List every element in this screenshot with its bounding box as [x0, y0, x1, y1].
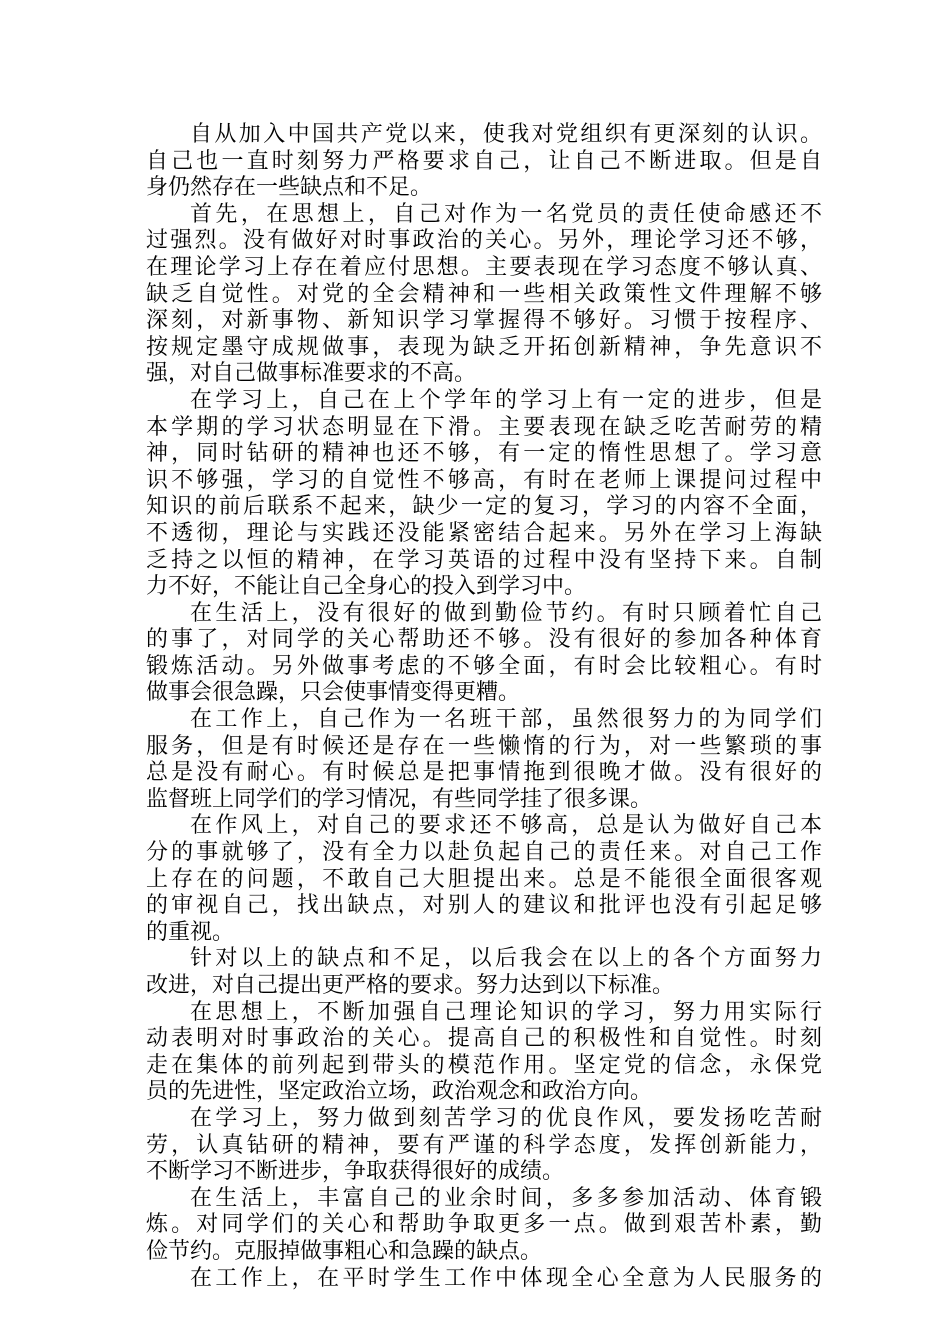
text-line: 劳，认真钻研的精神，要有严谨的科学态度，发挥创新能力， — [146, 1132, 822, 1158]
text-line: 的审视自己，找出缺点，对别人的建议和批评也没有引起足够 — [146, 893, 822, 919]
text-line: 力不好，不能让自己全身心的投入到学习中。 — [146, 574, 587, 600]
text-line: 锻炼活动。另外做事考虑的不够全面，有时会比较粗心。有时 — [146, 653, 822, 679]
text-line: 总是没有耐心。有时候总是把事情拖到很晚才做。没有很好的 — [146, 760, 822, 786]
paragraph-first-line: 在工作上，自己作为一名班干部，虽然很努力的为同学们 — [190, 707, 822, 733]
text-line: 的事了，对同学的关心帮助还不够。没有很好的参加各种体育 — [146, 627, 822, 653]
paragraph-first-line: 在作风上，对自己的要求还不够高，总是认为做好自己本 — [190, 813, 822, 839]
paragraph-first-line: 在思想上，不断加强自己理论知识的学习，努力用实际行 — [190, 999, 822, 1025]
text-line: 分的事就够了，没有全力以赴负起自己的责任来。对自己工作 — [146, 840, 822, 866]
text-line: 不透彻，理论与实践还没能紧密结合起来。另外在学习上海缺 — [146, 520, 822, 546]
text-line: 神，同时钻研的精神也还不够，有一定的惰性思想了。学习意 — [146, 441, 822, 467]
text-line: 不断学习不断进步，争取获得很好的成绩。 — [146, 1159, 565, 1185]
text-line: 按规定墨守成规做事，表现为缺乏开拓创新精神，争先意识不 — [146, 334, 822, 360]
text-line: 炼。对同学们的关心和帮助争取更多一点。做到艰苦朴素，勤 — [146, 1212, 822, 1238]
text-line: 乏持之以恒的精神，在学习英语的过程中没有坚持下来。自制 — [146, 547, 822, 573]
text-line: 深刻，对新事物、新知识学习掌握得不够好。习惯于按程序、 — [146, 308, 822, 334]
text-line: 走在集体的前列起到带头的模范作用。坚定党的信念，永保党 — [146, 1052, 822, 1078]
paragraph-first-line: 针对以上的缺点和不足，以后我会在以上的各个方面努力 — [190, 946, 822, 972]
paragraph-first-line: 在工作上，在平时学生工作中体现全心全意为人民服务的 — [190, 1265, 822, 1291]
text-line: 身仍然存在一些缺点和不足。 — [146, 175, 433, 201]
text-line: 服务，但是有时候还是存在一些懒惰的行为，对一些繁琐的事 — [146, 733, 822, 759]
paragraph-first-line: 在学习上，努力做到刻苦学习的优良作风，要发扬吃苦耐 — [190, 1105, 822, 1131]
text-line: 做事会很急躁，只会使事情变得更糟。 — [146, 680, 521, 706]
text-line: 改进，对自己提出更严格的要求。努力达到以下标准。 — [146, 973, 675, 998]
text-line: 员的先进性，坚定政治立场，政治观念和政治方向。 — [146, 1079, 653, 1105]
document-body — [146, 122, 822, 1292]
paragraph-first-line: 在学习上，自己在上个学年的学习上有一定的进步，但是 — [190, 387, 822, 413]
paragraph-first-line: 自从加入中国共产党以来，使我对党组织有更深刻的认识。 — [190, 122, 822, 147]
text-line: 上存在的问题，不敢自己大胆提出来。总是不能很全面很客观 — [146, 866, 822, 892]
text-line: 自己也一直时刻努力严格要求自己，让自己不断进取。但是自 — [146, 148, 822, 174]
paragraph-first-line: 首先，在思想上，自己对作为一名党员的责任使命感还不 — [190, 201, 822, 227]
paragraph-first-line: 在生活上，丰富自己的业余时间，多多参加活动、体育锻 — [190, 1185, 822, 1211]
text-line: 监督班上同学们的学习情况，有些同学挂了很多课。 — [146, 786, 653, 812]
text-line: 本学期的学习状态明显在下滑。主要表现在缺乏吃苦耐劳的精 — [146, 414, 822, 440]
text-line: 知识的前后联系不起来，缺少一定的复习，学习的内容不全面， — [146, 494, 822, 520]
text-line: 强，对自己做事标准要求的不高。 — [146, 361, 477, 387]
text-line: 俭节约。克服掉做事粗心和急躁的缺点。 — [146, 1238, 543, 1264]
text-line: 动表明对时事政治的关心。提高自己的积极性和自觉性。时刻 — [146, 1026, 822, 1052]
paragraph-first-line: 在生活上，没有很好的做到勤俭节约。有时只顾着忙自己 — [190, 600, 822, 626]
text-line: 的重视。 — [146, 919, 235, 945]
text-line: 缺乏自觉性。对党的全会精神和一些相关政策性文件理解不够 — [146, 281, 822, 307]
text-line: 过强烈。没有做好对时事政治的关心。另外，理论学习还不够， — [146, 228, 822, 254]
text-line: 识不够强，学习的自觉性不够高，有时在老师上课提问过程中 — [146, 467, 822, 493]
text-line: 在理论学习上存在着应付思想。主要表现在学习态度不够认真、 — [146, 254, 822, 280]
